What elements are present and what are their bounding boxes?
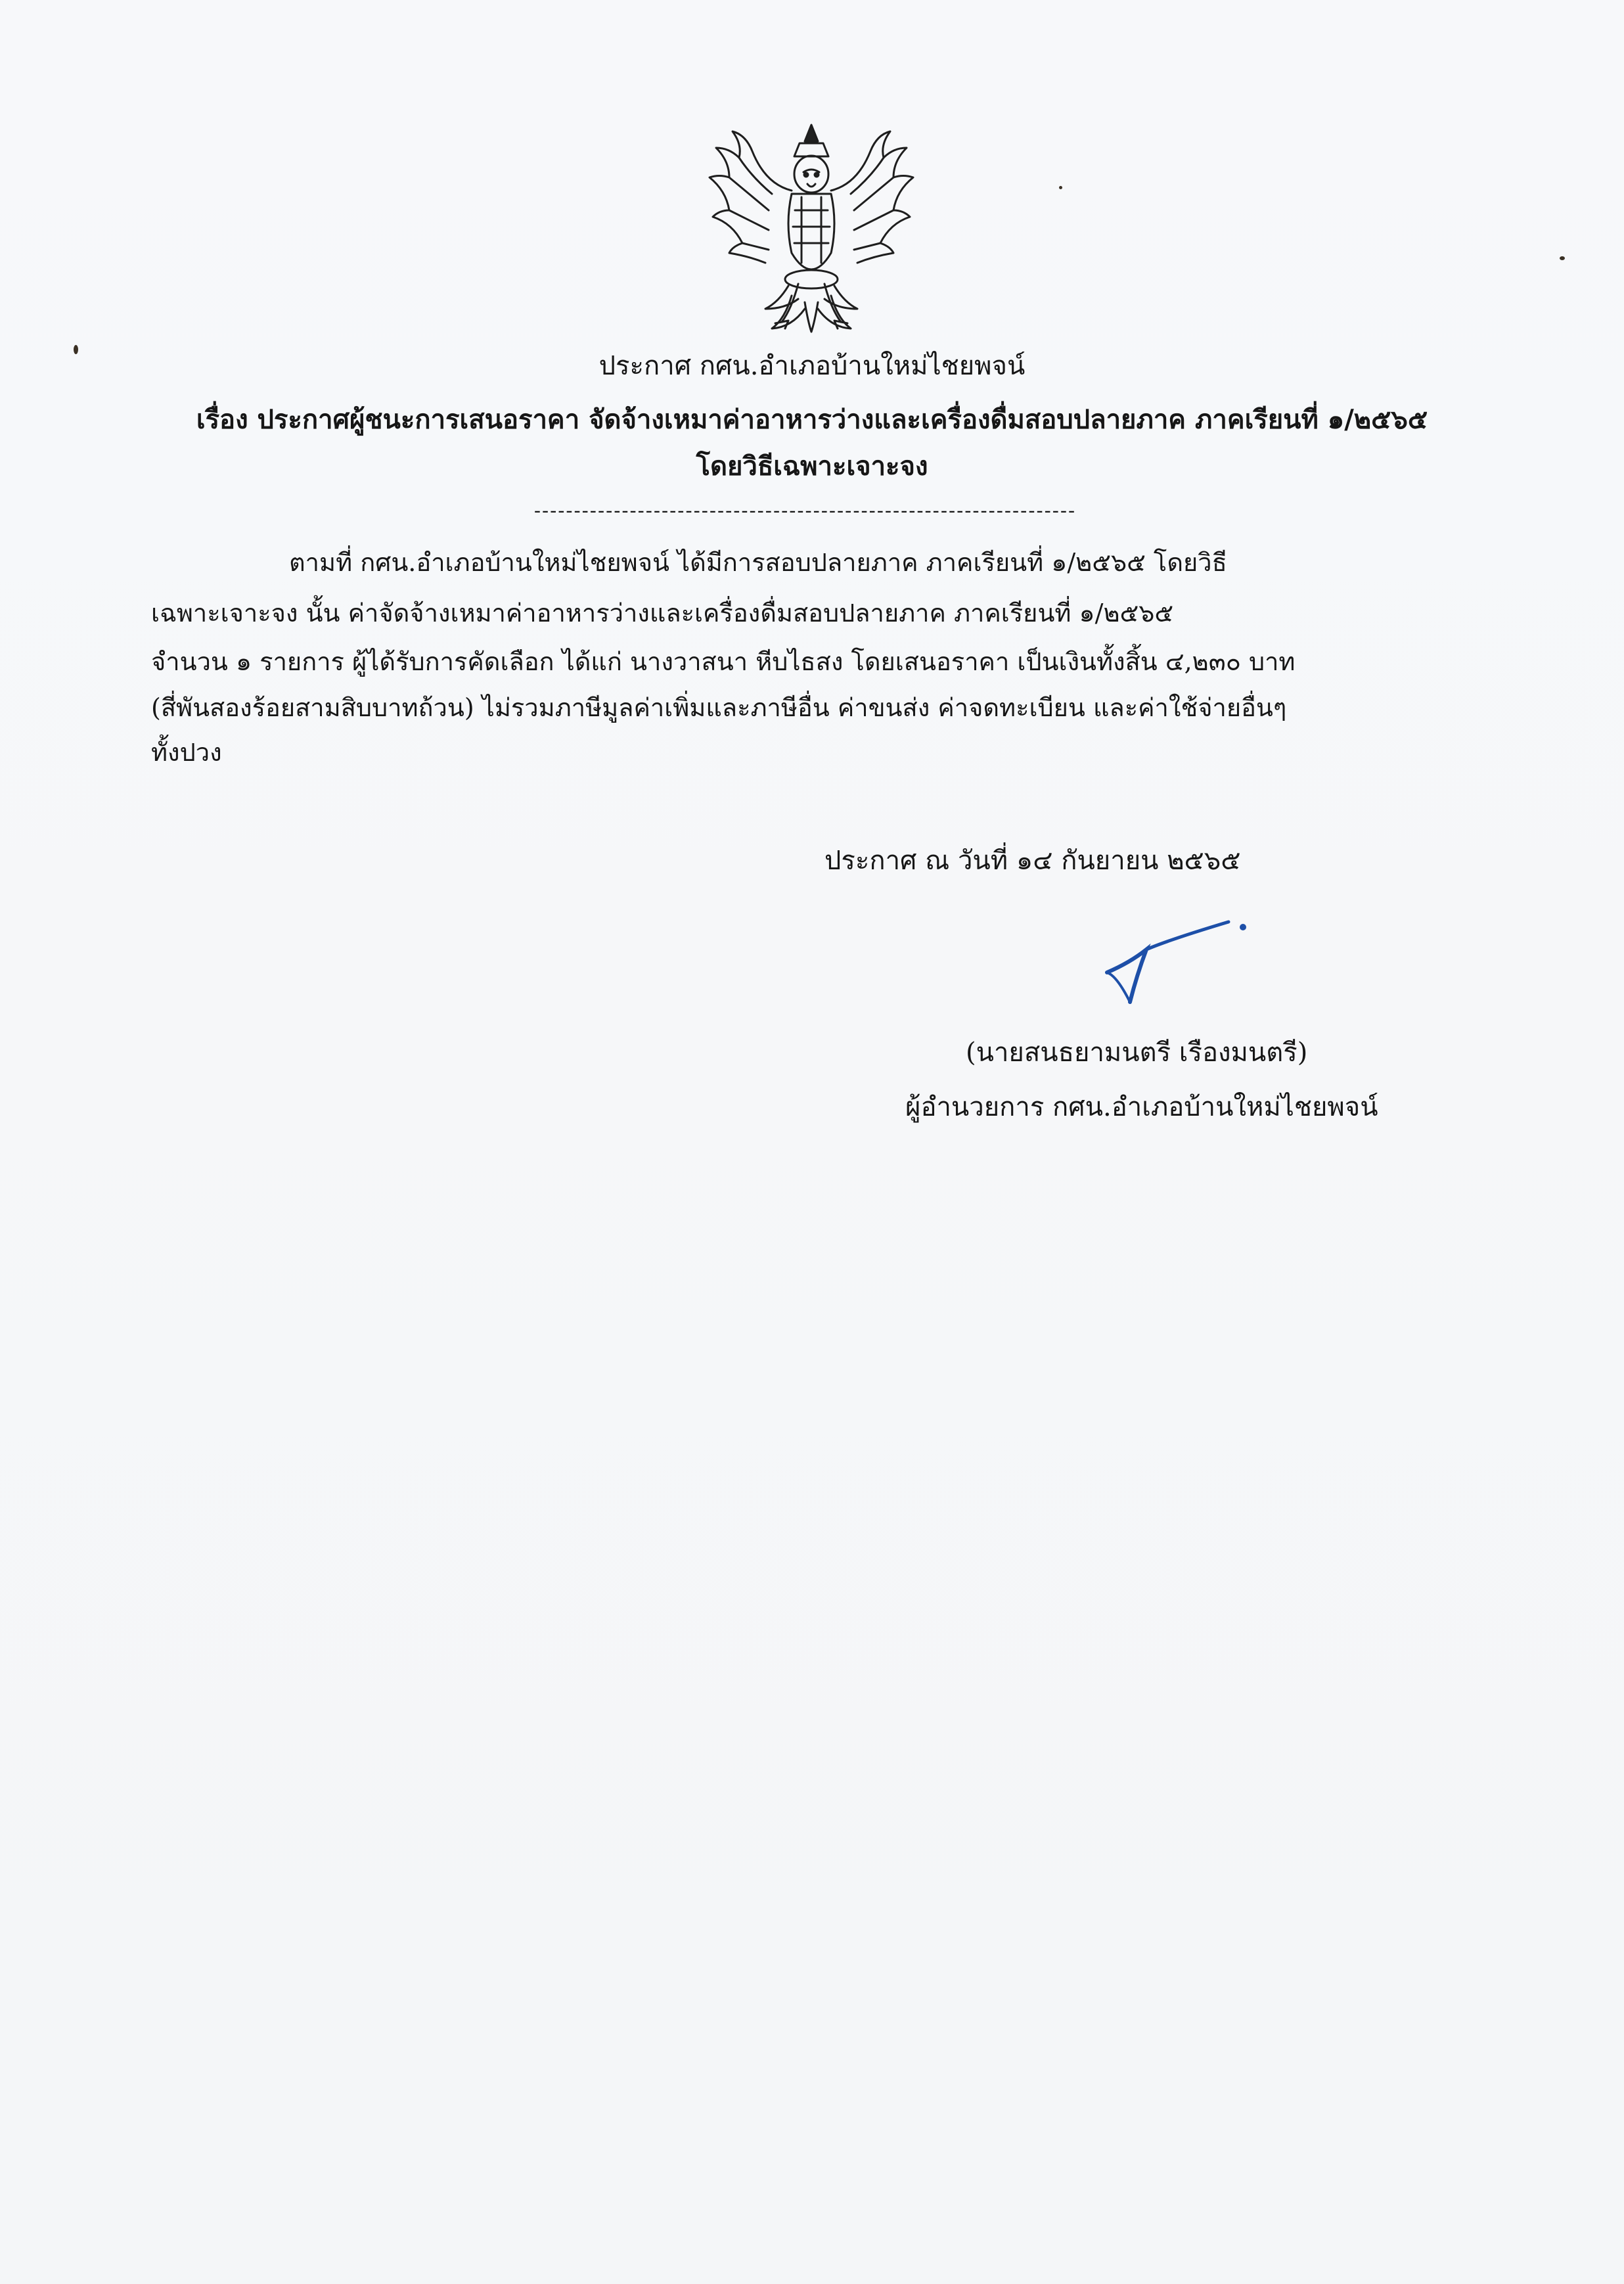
paper-speck <box>1059 186 1062 189</box>
announcement-date: ประกาศ ณ วันที่ ๑๔ กันยายน ๒๕๖๕ <box>824 846 1241 876</box>
paper-speck <box>74 345 78 354</box>
body-paragraph-line: เฉพาะเจาะจง นั้น ค่าจัดจ้างเหมาค่าอาหารว่างและเครื่องดื่มสอบปลายภาค ภาคเรียนที่ ๑/๒๕๖๕ <box>151 599 1174 628</box>
garuda-emblem-icon <box>693 112 930 342</box>
procurement-method: โดยวิธีเฉพาะเจาะจง <box>696 451 928 482</box>
announcement-title: ประกาศ กศน.อำเภอบ้านใหม่ไชยพจน์ <box>598 351 1026 381</box>
signer-name: (นายสนธยามนตรี เรืองมนตรี) <box>966 1038 1308 1068</box>
body-paragraph-line: ตามที่ กศน.อำเภอบ้านใหม่ไชยพจน์ ได้มีการสอบปลายภาค ภาคเรียนที่ ๑/๒๕๖๕ โดยวิธี <box>289 548 1227 577</box>
handwritten-signature <box>1091 910 1261 1009</box>
signer-title: ผู้อำนวยการ กศน.อำเภอบ้านใหม่ไชยพจน์ <box>905 1092 1378 1122</box>
paper-speck <box>1560 256 1565 260</box>
separator-line: -------------------------------------------------------------------- <box>533 499 1077 522</box>
announcement-subject: เรื่อง ประกาศผู้ชนะการเสนอราคา จัดจ้างเหมาค่าอาหารว่างและเครื่องดื่มสอบปลายภาค ภาคเรียนที่ ๑/๒๕๖๕ <box>196 404 1428 435</box>
body-paragraph-line: จำนวน ๑ รายการ ผู้ได้รับการคัดเลือก ได้แก่ นางวาสนา หีบไธสง โดยเสนอราคา เป็นเงินทั้งสิ้น ๔,๒๓๐ บาท <box>151 647 1296 676</box>
body-paragraph-line: (สี่พันสองร้อยสามสิบบาทถ้วน) ไม่รวมภาษีมูลค่าเพิ่มและภาษีอื่น ค่าขนส่ง ค่าจดทะเบียน และค่าใช้จ่ายอื่นๆ <box>151 693 1287 722</box>
body-paragraph-line: ทั้งปวง <box>151 738 222 767</box>
